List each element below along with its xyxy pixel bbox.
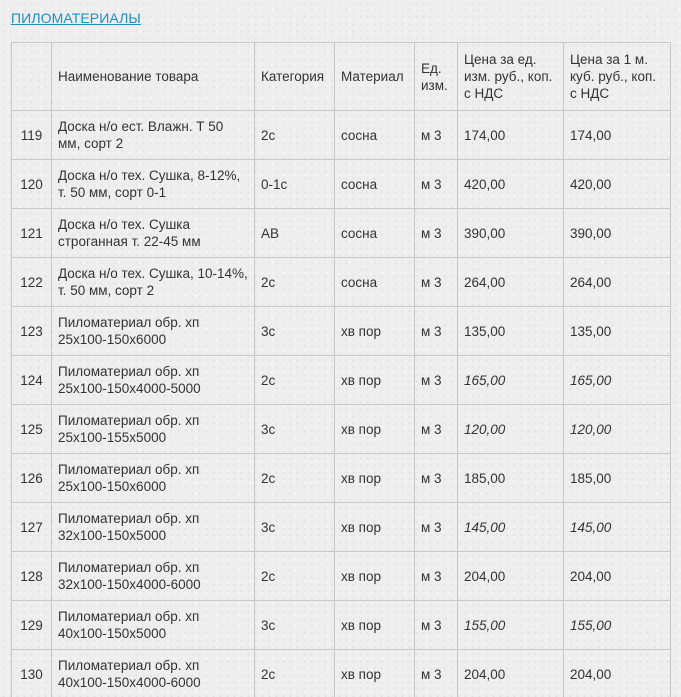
cell-category: 2с bbox=[255, 111, 335, 160]
cell-price-unit: 204,00 bbox=[458, 552, 564, 601]
cell-price-unit: 420,00 bbox=[458, 160, 564, 209]
cell-material: хв пор bbox=[335, 454, 415, 503]
cell-category: АВ bbox=[255, 209, 335, 258]
header-price-m3: Цена за 1 м. куб. руб., коп. с НДС bbox=[564, 43, 671, 111]
cell-number: 125 bbox=[12, 405, 52, 454]
cell-unit: м 3 bbox=[415, 601, 458, 650]
table-row bbox=[12, 552, 671, 601]
cell-material: хв пор bbox=[335, 650, 415, 697]
cell-name: Пиломатериал обр. хп 40х100-150х4000-6000 bbox=[52, 650, 255, 697]
cell-category: 3с bbox=[255, 405, 335, 454]
cell-material: сосна bbox=[335, 160, 415, 209]
cell-price-m3: 120,00 bbox=[564, 405, 671, 454]
cell-unit: м 3 bbox=[415, 405, 458, 454]
cell-price-m3: 165,00 bbox=[564, 356, 671, 405]
cell-unit: м 3 bbox=[415, 160, 458, 209]
cell-category: 3с bbox=[255, 503, 335, 552]
cell-price-m3: 420,00 bbox=[564, 160, 671, 209]
header-unit: Ед. изм. bbox=[415, 43, 458, 111]
cell-material: хв пор bbox=[335, 503, 415, 552]
cell-unit: м 3 bbox=[415, 258, 458, 307]
header-material: Материал bbox=[335, 43, 415, 111]
cell-price-unit: 145,00 bbox=[458, 503, 564, 552]
cell-number: 130 bbox=[12, 650, 52, 697]
table-row bbox=[12, 307, 671, 356]
header-category: Категория bbox=[255, 43, 335, 111]
cell-unit: м 3 bbox=[415, 307, 458, 356]
cell-category: 2с bbox=[255, 552, 335, 601]
cell-unit: м 3 bbox=[415, 503, 458, 552]
cell-price-unit: 120,00 bbox=[458, 405, 564, 454]
cell-price-m3: 204,00 bbox=[564, 650, 671, 697]
cell-material: сосна bbox=[335, 111, 415, 160]
table-row bbox=[12, 503, 671, 552]
cell-price-m3: 204,00 bbox=[564, 552, 671, 601]
cell-number: 127 bbox=[12, 503, 52, 552]
cell-unit: м 3 bbox=[415, 209, 458, 258]
cell-material: хв пор bbox=[335, 356, 415, 405]
table-row bbox=[12, 356, 671, 405]
cell-price-m3: 145,00 bbox=[564, 503, 671, 552]
cell-price-unit: 174,00 bbox=[458, 111, 564, 160]
cell-number: 120 bbox=[12, 160, 52, 209]
cell-unit: м 3 bbox=[415, 454, 458, 503]
cell-unit: м 3 bbox=[415, 111, 458, 160]
cell-number: 126 bbox=[12, 454, 52, 503]
cell-category: 3с bbox=[255, 601, 335, 650]
cell-price-m3: 185,00 bbox=[564, 454, 671, 503]
cell-price-m3: 135,00 bbox=[564, 307, 671, 356]
table-row bbox=[12, 650, 671, 697]
cell-price-m3: 174,00 bbox=[564, 111, 671, 160]
header-number bbox=[12, 43, 52, 111]
cell-material: хв пор bbox=[335, 601, 415, 650]
cell-category: 3с bbox=[255, 307, 335, 356]
cell-price-m3: 264,00 bbox=[564, 258, 671, 307]
cell-number: 124 bbox=[12, 356, 52, 405]
table-row bbox=[12, 405, 671, 454]
cell-unit: м 3 bbox=[415, 650, 458, 697]
cell-material: хв пор bbox=[335, 405, 415, 454]
cell-name: Пиломатериал обр. хп 25х100-150х4000-5000 bbox=[52, 356, 255, 405]
header-price-unit: Цена за ед. изм. руб., коп. с НДС bbox=[458, 43, 564, 111]
cell-name: Пиломатериал обр. хп 25х100-150х6000 bbox=[52, 454, 255, 503]
cell-number: 122 bbox=[12, 258, 52, 307]
cell-name: Доска н/о тех. Сушка, 10-14%, т. 50 мм, сорт 2 bbox=[52, 258, 255, 307]
cell-number: 119 bbox=[12, 111, 52, 160]
table-row bbox=[12, 258, 671, 307]
cell-material: хв пор bbox=[335, 552, 415, 601]
cell-category: 2с bbox=[255, 356, 335, 405]
cell-name: Пиломатериал обр. хп 40х100-150х5000 bbox=[52, 601, 255, 650]
cell-category: 2с bbox=[255, 258, 335, 307]
cell-name: Доска н/о ест. Влажн. Т 50 мм, сорт 2 bbox=[52, 111, 255, 160]
cell-name: Пиломатериал обр. хп 25х100-155х5000 bbox=[52, 405, 255, 454]
cell-name: Доска н/о тех. Сушка строганная т. 22-45 мм bbox=[52, 209, 255, 258]
cell-unit: м 3 bbox=[415, 552, 458, 601]
table-row bbox=[12, 601, 671, 650]
cell-price-unit: 135,00 bbox=[458, 307, 564, 356]
cell-unit: м 3 bbox=[415, 356, 458, 405]
cell-number: 128 bbox=[12, 552, 52, 601]
table-row bbox=[12, 111, 671, 160]
cell-name: Доска н/о тех. Сушка, 8-12%, т. 50 мм, сорт 0-1 bbox=[52, 160, 255, 209]
cell-number: 123 bbox=[12, 307, 52, 356]
price-table bbox=[11, 42, 671, 697]
cell-price-unit: 264,00 bbox=[458, 258, 564, 307]
cell-name: Пиломатериал обр. хп 25х100-150х6000 bbox=[52, 307, 255, 356]
cell-price-m3: 390,00 bbox=[564, 209, 671, 258]
cell-number: 121 bbox=[12, 209, 52, 258]
cell-category: 2с bbox=[255, 650, 335, 697]
cell-category: 2с bbox=[255, 454, 335, 503]
cell-price-unit: 204,00 bbox=[458, 650, 564, 697]
cell-number: 129 bbox=[12, 601, 52, 650]
cell-material: сосна bbox=[335, 258, 415, 307]
table-header-row bbox=[12, 43, 671, 111]
cell-name: Пиломатериал обр. хп 32х100-150х5000 bbox=[52, 503, 255, 552]
cell-category: 0-1с bbox=[255, 160, 335, 209]
header-name: Наименование товара bbox=[52, 43, 255, 111]
table-row bbox=[12, 454, 671, 503]
table-row bbox=[12, 160, 671, 209]
table-row bbox=[12, 209, 671, 258]
cell-price-unit: 185,00 bbox=[458, 454, 564, 503]
cell-material: сосна bbox=[335, 209, 415, 258]
cell-price-unit: 390,00 bbox=[458, 209, 564, 258]
cell-price-unit: 155,00 bbox=[458, 601, 564, 650]
cell-material: хв пор bbox=[335, 307, 415, 356]
cell-price-m3: 155,00 bbox=[564, 601, 671, 650]
cell-price-unit: 165,00 bbox=[458, 356, 564, 405]
section-link-lumber[interactable]: ПИЛОМАТЕРИАЛЫ bbox=[11, 10, 141, 26]
cell-name: Пиломатериал обр. хп 32х100-150х4000-6000 bbox=[52, 552, 255, 601]
